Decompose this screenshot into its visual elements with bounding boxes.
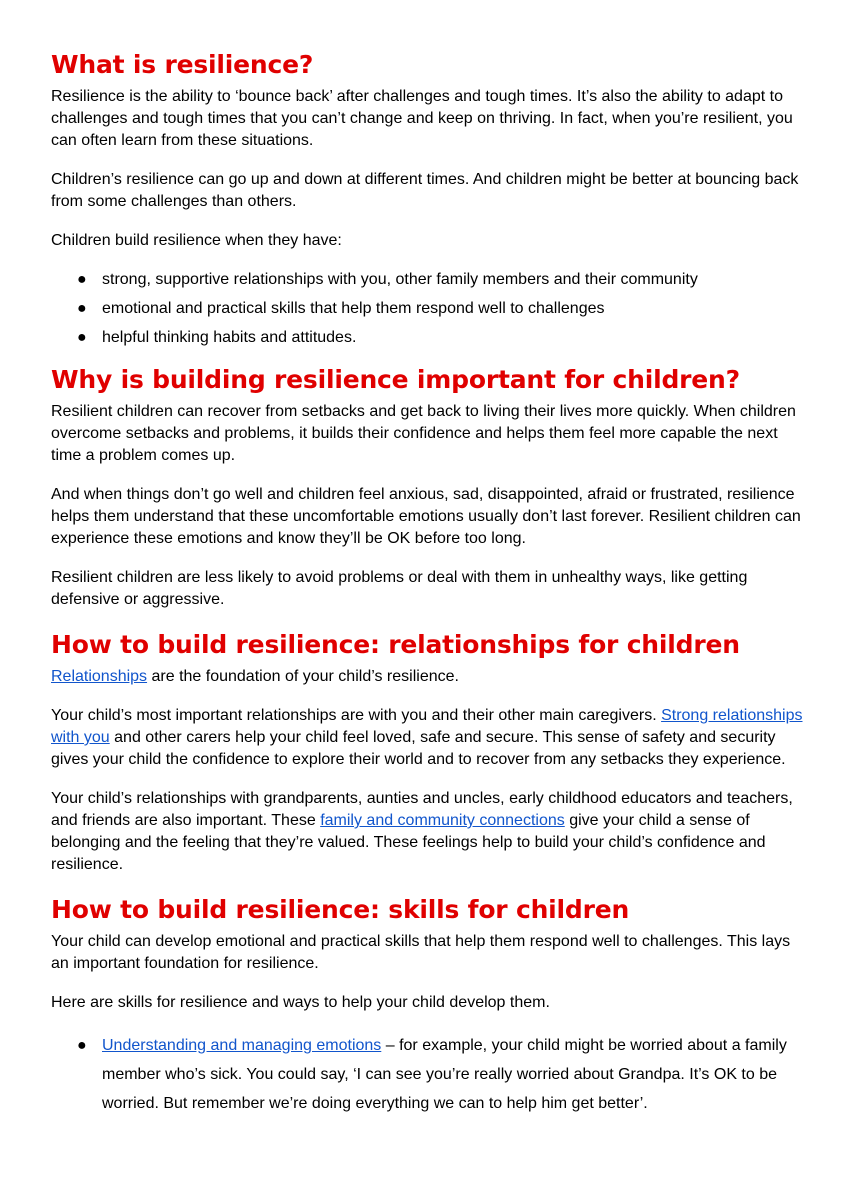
list-item-text: strong, supportive relationships with you, other family members and their community [102, 271, 698, 288]
paragraph-text: are the foundation of your child’s resilience. [147, 668, 459, 685]
paragraph-text: and other carers help your child feel loved, safe and secure. This sense of safety and security gives your child the confidence to explore their world and to recover from any setbacks they experience. [51, 729, 786, 768]
paragraph: Children’s resilience can go up and down at different times. And children might be better at bouncing back from some challenges than others. [51, 171, 799, 210]
paragraph: Children build resilience when they have: [51, 232, 342, 249]
paragraph [51, 705, 805, 771]
bullet-list [51, 269, 805, 349]
section-skills [51, 893, 805, 1118]
paragraph: Resilient children can recover from setbacks and get back to living their lives more quickly. When children overcome setbacks and problems, it builds their confidence and helps them feel more capable the next time a problem comes up. [51, 403, 796, 464]
paragraph: Here are skills for resilience and ways to help your child develop them. [51, 994, 550, 1011]
paragraph: Resilient children are less likely to avoid problems or deal with them in unhealthy ways, like getting defensive or aggressive. [51, 569, 748, 608]
managing-emotions-link[interactable]: Understanding and managing emotions [102, 1037, 382, 1054]
section-relationships [51, 628, 805, 876]
list-item-text: helpful thinking habits and attitudes. [102, 329, 357, 346]
list-item [51, 1031, 805, 1118]
paragraph [51, 666, 805, 688]
list-item [51, 298, 805, 320]
bullet-icon: ● [77, 329, 87, 346]
paragraph: And when things don’t go well and children feel anxious, sad, disappointed, afraid or frustrated, resilience helps them understand that these uncomfortable emotions usually don’t last forever. Resilient children can experience these emotions and know they’ll be OK before too long. [51, 486, 801, 547]
list-item [51, 327, 805, 349]
heading-skills: How to build resilience: skills for children [51, 895, 630, 924]
section-what-is-resilience [51, 48, 805, 349]
heading-what-is-resilience: What is resilience? [51, 50, 314, 79]
paragraph: Your child can develop emotional and practical skills that help them respond well to challenges. This lays an important foundation for resilience. [51, 933, 791, 972]
bullet-list [51, 1031, 805, 1118]
relationships-link[interactable]: Relationships [51, 668, 148, 685]
list-item-text: – for example, your child might be worried about a family member who’s sick. You could say, ‘I can see you’re really worried about Grandpa. It’s OK to be worried. But remember we’re doing everything we can to help him get better’. [102, 1037, 787, 1112]
paragraph [51, 788, 805, 876]
bullet-icon: ● [77, 271, 87, 288]
heading-why-important: Why is building resilience important for children? [51, 365, 740, 394]
family-community-link[interactable]: family and community connections [320, 812, 565, 829]
list-item-text: emotional and practical skills that help them respond well to challenges [102, 300, 605, 317]
paragraph: Resilience is the ability to ‘bounce back’ after challenges and tough times. It’s also the ability to adapt to challenges and tough times that you can’t change and keep on thriving. In fact, when you’re resilient, you can often learn from these situations. [51, 88, 793, 149]
paragraph-text: Your child’s most important relationships are with you and their other main caregivers. [51, 707, 662, 724]
bullet-icon: ● [77, 1037, 87, 1054]
paragraph-text: give your child a sense of belonging and the feeling that they’re valued. These feelings help to build your child’s confidence and resilience. [51, 812, 766, 873]
strong-relationships-link[interactable]: Strong relationships with you [51, 707, 803, 746]
bullet-icon: ● [77, 300, 87, 317]
list-item [51, 269, 805, 291]
heading-relationships: How to build resilience: relationships for children [51, 630, 740, 659]
paragraph-text: Your child’s relationships with grandparents, aunties and uncles, early childhood educators and teachers, and friends are also important. These [51, 790, 793, 829]
section-why-important [51, 363, 805, 611]
